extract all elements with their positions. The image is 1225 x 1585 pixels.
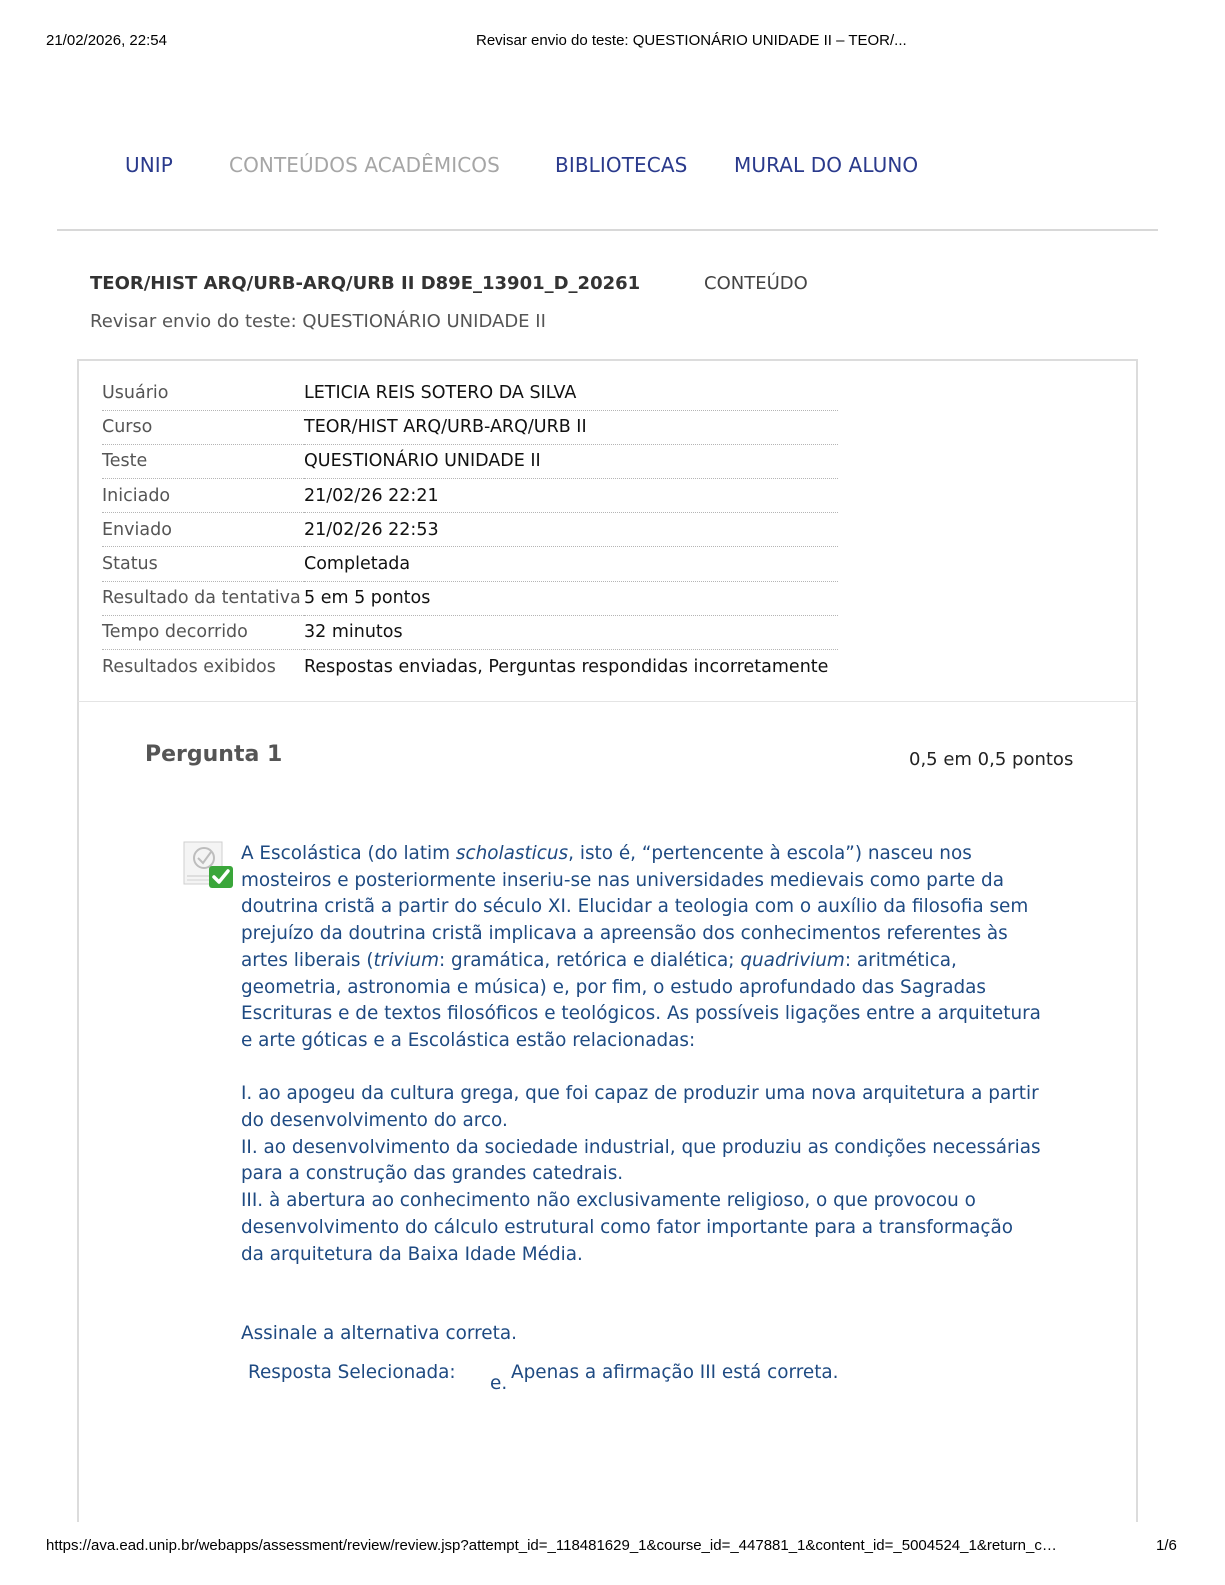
info-row-resultados-exibidos bbox=[102, 650, 838, 684]
info-value: 5 em 5 pontos bbox=[304, 581, 838, 615]
info-label: Tempo decorrido bbox=[102, 615, 304, 649]
print-footer-url: https://ava.ead.unip.br/webapps/assessment/review/review.jsp?attempt_id=_118481629_1&course_id=_447881_1&content_id=_5004524_1&return_c… bbox=[46, 1537, 1057, 1554]
info-row-tempo bbox=[102, 615, 838, 649]
selected-answer-letter: e. bbox=[490, 1373, 508, 1394]
question-item-2: II. ao desenvolvimento da sociedade industrial, que produziu as condições necessárias para a construção das grandes catedrais. bbox=[241, 1136, 1041, 1185]
info-value: 21/02/26 22:53 bbox=[304, 513, 838, 547]
page-breadcrumb: Revisar envio do teste: QUESTIONÁRIO UNIDADE II bbox=[90, 311, 546, 332]
correct-check-icon bbox=[183, 839, 235, 891]
print-header-title: Revisar envio do teste: QUESTIONÁRIO UNIDADE II – TEOR/... bbox=[476, 32, 907, 49]
attempt-info-panel bbox=[77, 359, 1138, 702]
info-value: 21/02/26 22:21 bbox=[304, 479, 838, 513]
print-footer-page-number: 1/6 bbox=[1156, 1537, 1177, 1554]
print-header-datetime: 21/02/2026, 22:54 bbox=[46, 32, 167, 49]
info-row-usuario bbox=[102, 376, 838, 410]
content-link[interactable]: CONTEÚDO bbox=[704, 273, 808, 294]
info-label: Enviado bbox=[102, 513, 304, 547]
info-label: Teste bbox=[102, 444, 304, 478]
question-item-1: I. ao apogeu da cultura grega, que foi capaz de produzir uma nova arquitetura a partir do desenvolvimento do arco. bbox=[241, 1083, 1039, 1132]
attempt-info-table bbox=[102, 376, 838, 684]
info-label: Status bbox=[102, 547, 304, 581]
info-label: Resultados exibidos bbox=[102, 656, 276, 677]
nav-link-conteudos-academicos[interactable]: CONTEÚDOS ACADÊMICOS bbox=[229, 153, 500, 177]
info-row-iniciado bbox=[102, 479, 838, 513]
info-value: TEOR/HIST ARQ/URB-ARQ/URB II bbox=[304, 410, 838, 444]
info-row-resultado bbox=[102, 581, 838, 615]
question-intro: A Escolástica (do latim scholasticus, isto é, “pertencente à escola”) nasceu nos mosteiros e posteriormente inseriu-se nas universidades medievais como parte da doutrina cristã a partir do século XI. Elucidar a teologia com o auxílio da filosofia sem prejuízo da doutrina cristã implicava a apreensão dos conhecimentos referentes às artes liberais (trivium: gramática, retórica e dialética; quadrivium: aritmética, geometria, astronomia e música) e, por fim, o estudo aprofundado das Sagradas Escrituras e de textos filosóficos e teológicos. As possíveis ligações entre a arquitetura e arte góticas e a Escolástica estão relacionadas: bbox=[241, 843, 1041, 1051]
selected-answer-text: Apenas a afirmação III está correta. bbox=[511, 1362, 839, 1383]
info-row-teste bbox=[102, 444, 838, 478]
info-value: Completada bbox=[304, 547, 838, 581]
info-value: 32 minutos bbox=[304, 615, 838, 649]
info-row-enviado bbox=[102, 513, 838, 547]
nav-divider bbox=[57, 229, 1158, 231]
nav-link-unip[interactable]: UNIP bbox=[125, 153, 173, 177]
info-label: Curso bbox=[102, 410, 304, 444]
question-item-3: III. à abertura ao conhecimento não exclusivamente religioso, o que provocou o desenvolvimento do cálculo estrutural como fator importante para a transformação da arquitetura da Baixa Idade Média. bbox=[241, 1190, 1013, 1265]
info-row-status bbox=[102, 547, 838, 581]
selected-answer-label: Resposta Selecionada: bbox=[248, 1362, 456, 1383]
question-text bbox=[241, 841, 1041, 1348]
course-title[interactable]: TEOR/HIST ARQ/URB-ARQ/URB II D89E_13901_D_20261 bbox=[90, 273, 641, 294]
info-value: QUESTIONÁRIO UNIDADE II bbox=[304, 444, 838, 478]
question-points: 0,5 em 0,5 pontos bbox=[909, 749, 1074, 770]
question-title: Pergunta 1 bbox=[145, 742, 283, 767]
nav-link-mural-do-aluno[interactable]: MURAL DO ALUNO bbox=[734, 153, 919, 177]
info-value: LETICIA REIS SOTERO DA SILVA bbox=[304, 376, 838, 410]
info-label: Iniciado bbox=[102, 479, 304, 513]
info-label: Usuário bbox=[102, 376, 304, 410]
info-value: Respostas enviadas, Perguntas respondidas incorretamente bbox=[304, 656, 829, 677]
info-label: Resultado da tentativa bbox=[102, 581, 304, 615]
info-row-curso bbox=[102, 410, 838, 444]
question-instruction: Assinale a alternativa correta. bbox=[241, 1323, 517, 1345]
nav-link-bibliotecas[interactable]: BIBLIOTECAS bbox=[555, 153, 688, 177]
